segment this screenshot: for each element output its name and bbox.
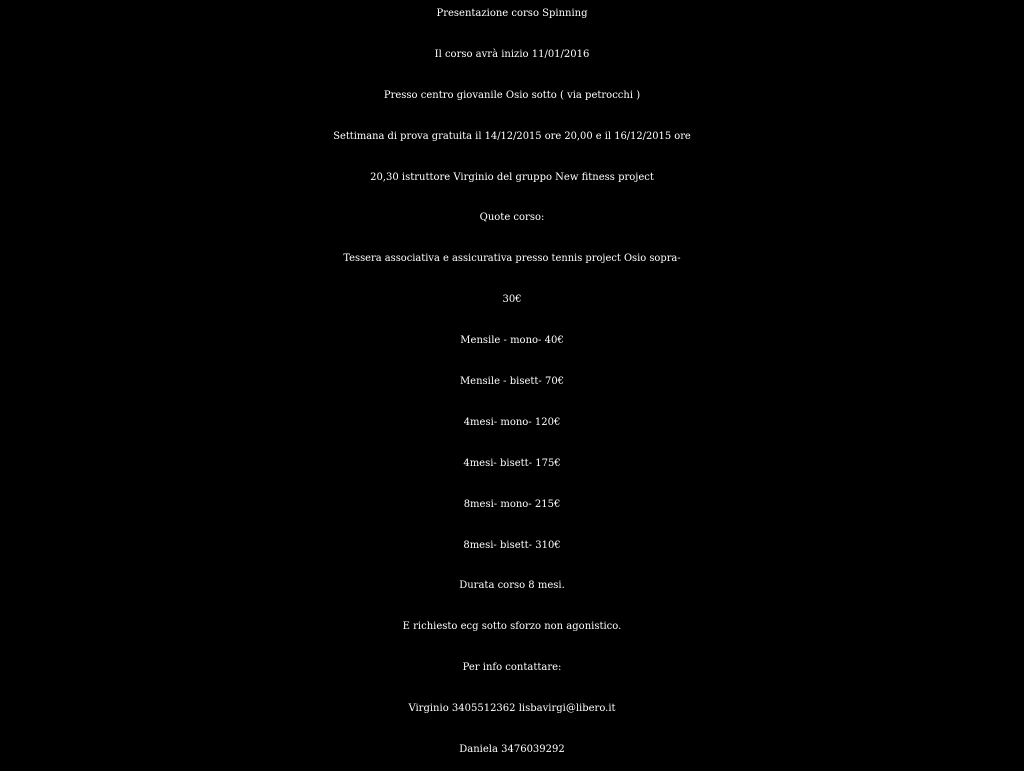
fee-8months-bisett: 8mesi- bisett- 310€ <box>463 539 561 551</box>
ecg-requirement-line: E richiesto ecg sotto sforzo non agonistico. <box>402 621 622 633</box>
contact-heading: Per info contattare: <box>462 662 562 674</box>
free-trial-line: Settimana di prova gratuita il 14/12/2015 ore 20,00 e il 16/12/2015 ore <box>333 130 691 142</box>
fee-8months-mono: 8mesi- mono- 215€ <box>463 498 561 510</box>
fees-heading: Quote corso: <box>479 212 545 224</box>
course-duration-line: Durata corso 8 mesi. <box>459 580 565 592</box>
fee-4months-bisett: 4mesi- bisett- 175€ <box>463 457 561 469</box>
location-line: Presso centro giovanile Osio sotto ( via petrocchi ) <box>383 89 641 101</box>
instructor-line: 20,30 istruttore Virginio del gruppo New fitness project <box>370 171 654 183</box>
course-title: Presentazione corso Spinning <box>436 8 588 19</box>
fee-monthly-mono: Mensile - mono- 40€ <box>460 335 564 347</box>
fee-4months-mono: 4mesi- mono- 120€ <box>463 416 561 428</box>
start-date-line: Il corso avrà inizio 11/01/2016 <box>434 48 590 60</box>
membership-card-price: 30€ <box>502 294 522 306</box>
contact-virginio: Virginio 3405512362 lisbavirgi@libero.it <box>408 703 616 715</box>
contact-daniela: Daniela 3476039292 <box>459 744 565 756</box>
membership-card-line: Tessera associativa e assicurativa presso tennis project Osio sopra- <box>343 253 681 265</box>
fee-monthly-bisett: Mensile - bisett- 70€ <box>459 376 565 388</box>
